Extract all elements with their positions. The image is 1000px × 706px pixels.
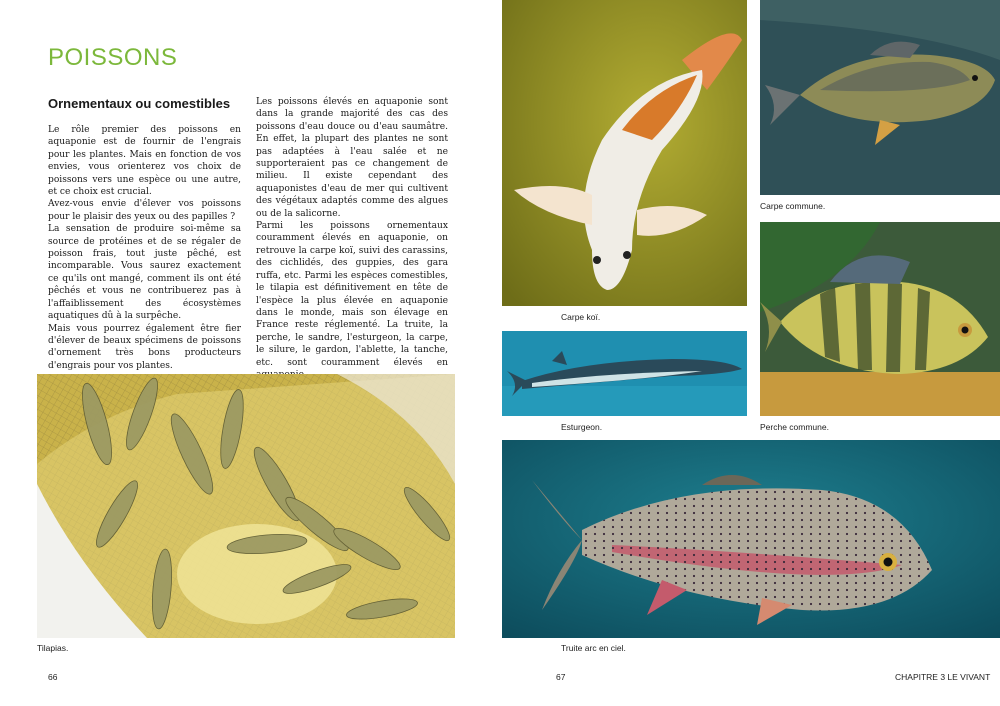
tilapia-caption: Tilapias. <box>37 643 69 653</box>
perch-photo <box>760 222 1000 416</box>
left-page <box>0 0 490 706</box>
paragraph: Avez-vous envie d'élever vos poissons pour le plaisir des yeux ou des papilles ? <box>48 199 241 222</box>
paragraph: Le rôle premier des poissons en aquaponie est de fournir de l'engrais pour les plantes. Mais en fonction de vos envies, vous orienterez vos choix de poissons vers une espèce ou une autre, et ce choix est crucial. <box>48 125 241 198</box>
tilapia-photo <box>37 374 455 638</box>
koi-caption: Carpe koï. <box>561 312 601 322</box>
rainbow-trout-photo <box>502 440 1000 638</box>
paragraph: Parmi les poissons ornementaux couramment élevés en aquaponie, on retrouve la carpe koï, suivi des carassins, des cichlidés, des guppies, des gara ruffa, etc. Parmi les espèces comestibles, le tilapia est définitivement en tête de l'espèce la plus élevée en aquaponie dans le monde, mais son élevage en France reste réglementé. La truite, la perche, le sandre, l'esturgeon, la carpe, le silure, le gardon, l'ablette, la tanche, etc. sont couramment élevés en <box>256 221 448 368</box>
sturgeon-photo <box>502 331 747 416</box>
text-column-1 <box>48 124 241 372</box>
right-page <box>500 0 1000 706</box>
common-carp-caption: Carpe commune. <box>760 201 826 211</box>
koi-carp-photo <box>502 0 747 306</box>
page-number-left: 66 <box>48 672 58 682</box>
page-number-right: 67 <box>556 672 566 682</box>
perch-caption: Perche commune. <box>760 422 829 432</box>
paragraph: La sensation de produire soi-même sa source de protéines et de se régaler de poisson frais, tout juste pêché, est incomparable. Vous saurez exactement ce qu'ils ont mangé, comment ils ont été pêchés et vous ne contribuerez pas à l'affaiblissement des écosystèmes aquatiques dû à la surpêche. <box>48 224 241 322</box>
chapter-title: POISSONS <box>48 44 178 71</box>
paragraph: Mais vous pourrez également être fier d'élever de beaux spécimens de poissons d'ornement très bons producteurs d'engrais pour vos plantes. <box>48 323 241 371</box>
rainbow-trout-caption: Truite arc en ciel. <box>561 643 626 653</box>
paragraph: Les poissons élevés en aquaponie sont dans la grande majorité des cas des poissons d'eau douce ou d'eau saumâtre. En effet, la plupart des plantes ne sont pas adaptées à l'eau salée et ne supporteraient pas ce changement de milieu. Il existe cependant des aquaponistes d'eau de mer qui cultivent des végétaux adaptés comme des algues ou de la salicorne. <box>256 97 448 219</box>
text-column-2 <box>256 96 448 381</box>
common-carp-photo <box>760 0 1000 195</box>
section-heading: Ornementaux ou comestibles <box>48 96 231 111</box>
sturgeon-caption: Esturgeon. <box>561 422 603 432</box>
running-footer: CHAPITRE 3 LE VIVANT <box>895 672 991 682</box>
